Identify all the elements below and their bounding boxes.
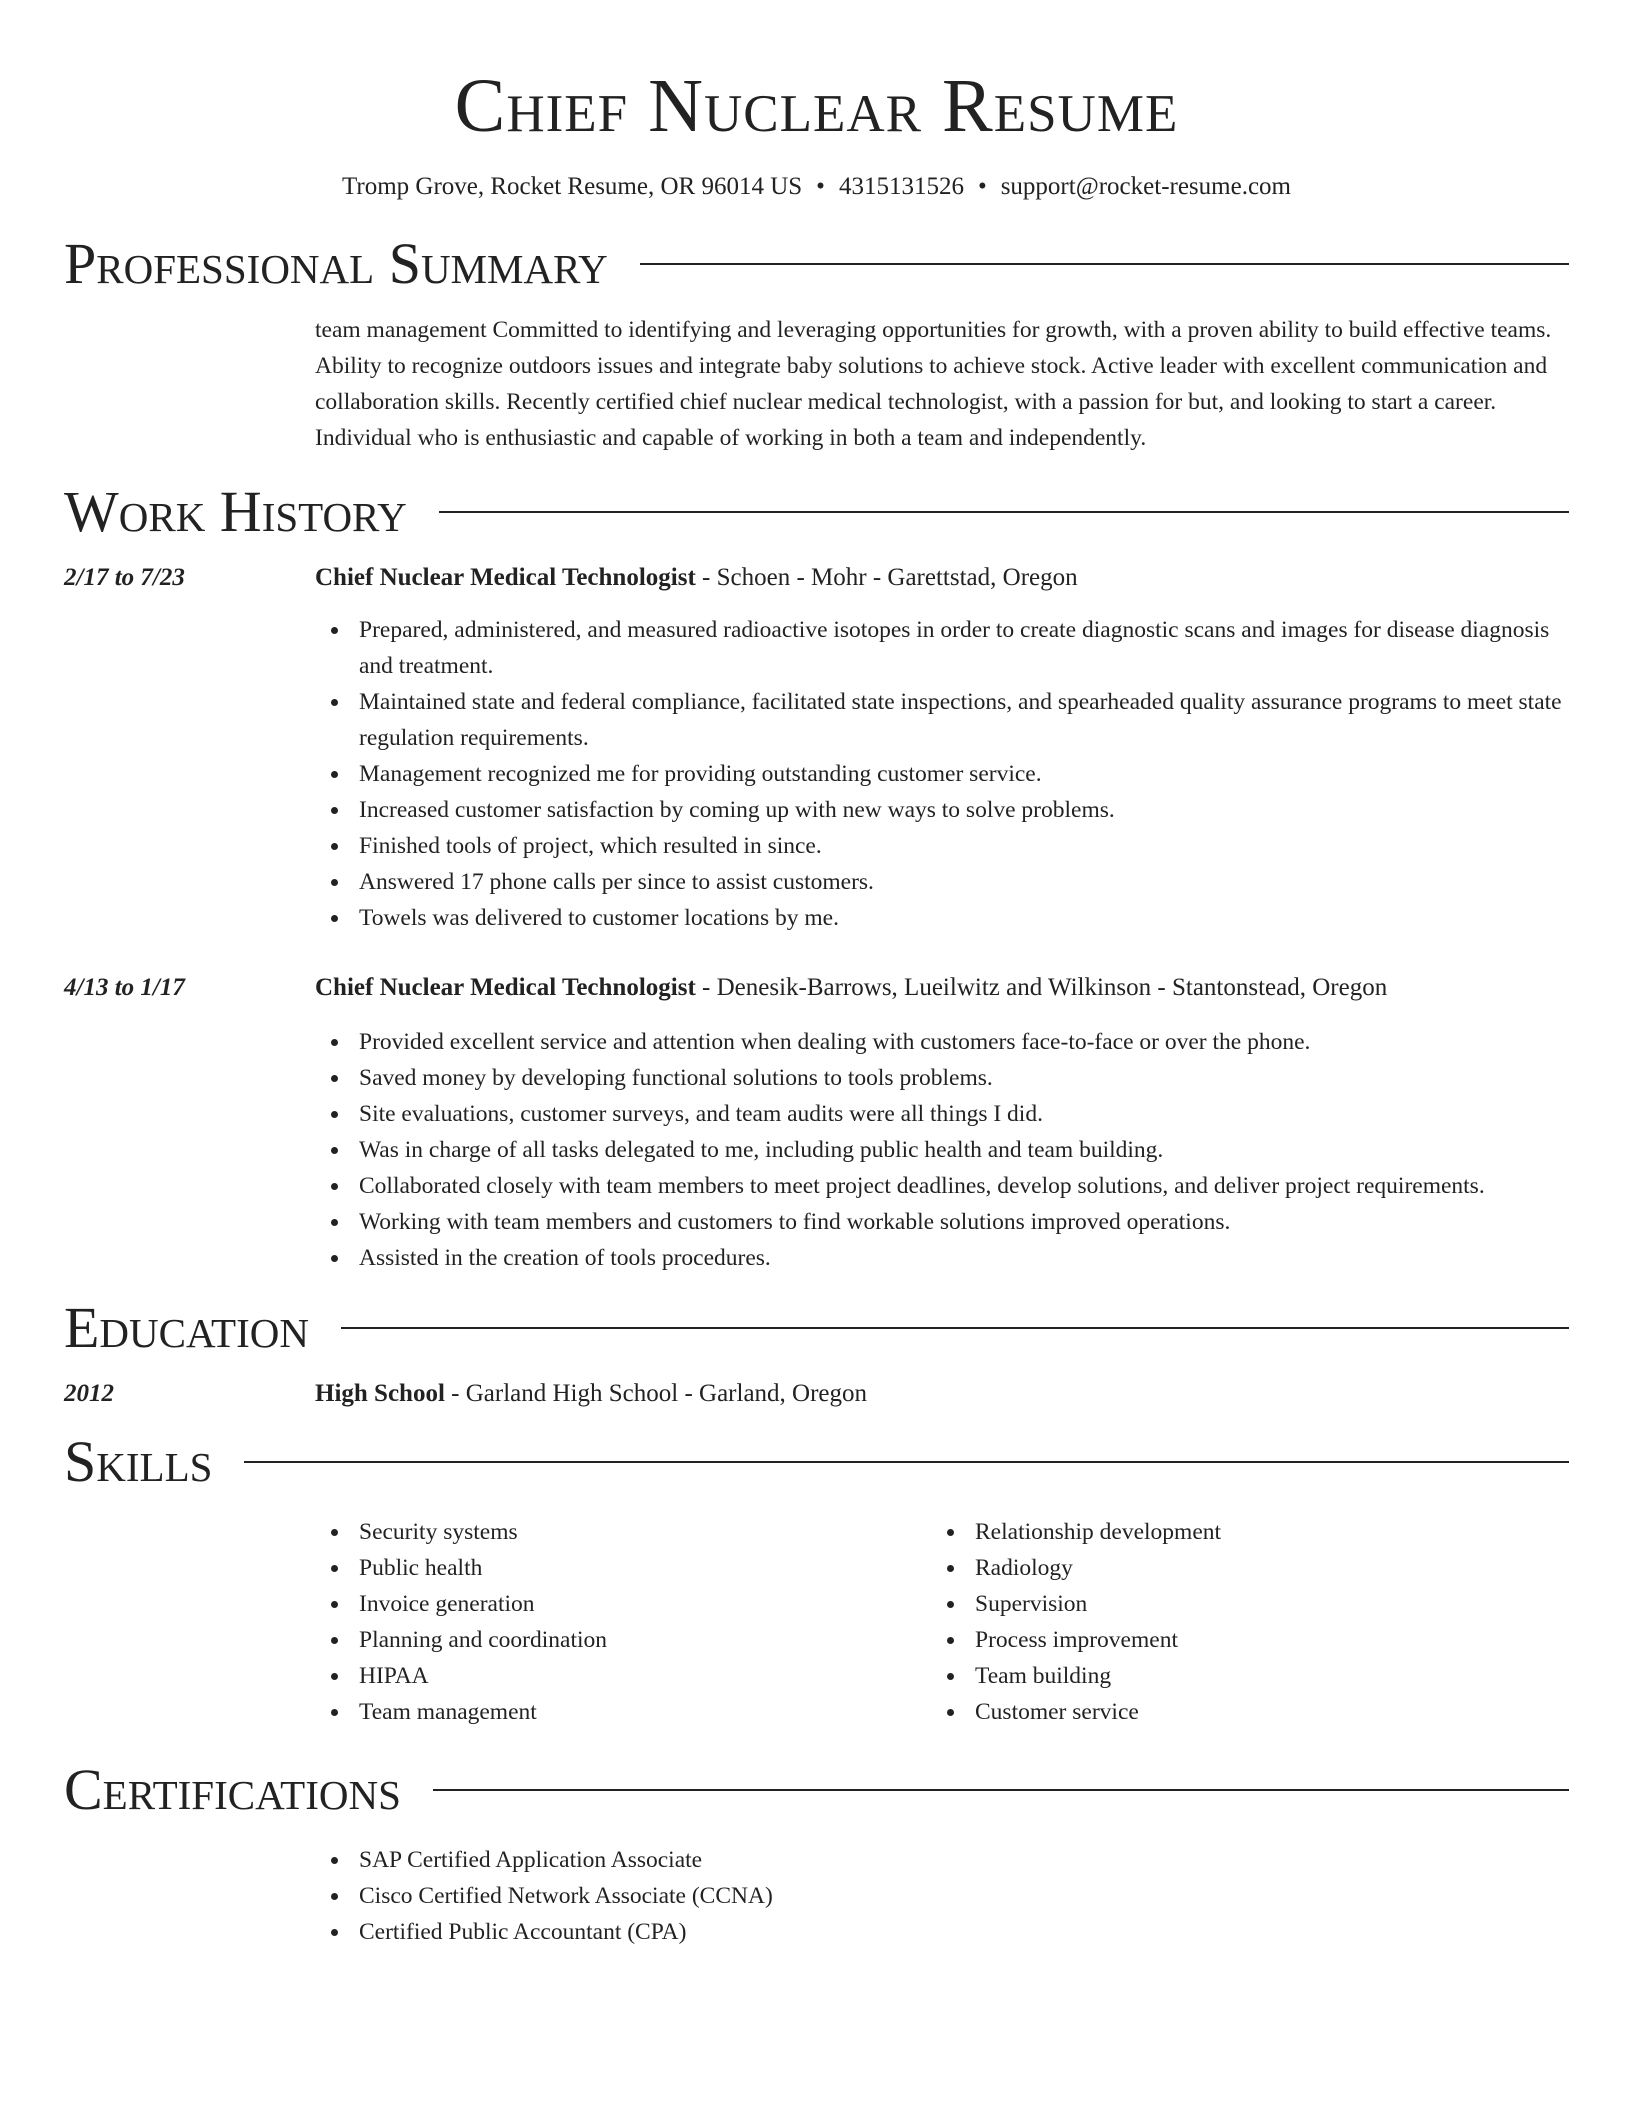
list-item: Saved money by developing functional solutions to tools problems. (315, 1060, 1569, 1096)
education-entry (64, 1376, 1569, 1412)
list-item: Increased customer satisfaction by coming up with new ways to solve problems. (315, 792, 1569, 828)
job-heading (315, 560, 1569, 596)
job-entry (64, 560, 1569, 936)
contact-phone: 4315131526 (838, 173, 964, 200)
list-item: Public health (315, 1550, 931, 1586)
certifications-list (315, 1842, 1569, 1950)
list-item: Was in charge of all tasks delegated to me, including public health and team building. (315, 1132, 1569, 1168)
summary-heading: Professional Summary (64, 231, 608, 296)
skills-heading: Skills (64, 1429, 213, 1494)
list-item: Maintained state and federal compliance, facilitated state inspections, and spearheaded quality assurance programs to meet state regulation requirements. (315, 684, 1569, 756)
certifications-heading: Certifications (64, 1757, 401, 1822)
list-item: Finished tools of project, which resulted in since. (315, 828, 1569, 864)
job-dates: 2/17 to 7/23 (64, 564, 185, 591)
list-item: Provided excellent service and attention when dealing with customers face-to-face or over the phone. (315, 1024, 1569, 1060)
contact-separator: • (977, 173, 987, 200)
list-item: Planning and coordination (315, 1622, 931, 1658)
skills-column-left (315, 1514, 931, 1730)
job-bullets (315, 1024, 1569, 1276)
job-entry (64, 970, 1569, 1276)
contact-email[interactable]: support@rocket-resume.com (1000, 173, 1291, 200)
job-title: Chief Nuclear Medical Technologist (315, 974, 696, 1001)
list-item: Process improvement (931, 1622, 1547, 1658)
list-item: Towels was delivered to customer locations by me. (315, 900, 1569, 936)
contact-separator: • (816, 173, 825, 200)
skills-column-right (931, 1514, 1547, 1730)
job-heading (315, 970, 1569, 1006)
job-title: Chief Nuclear Medical Technologist (315, 564, 696, 591)
education-degree: High School (315, 1380, 445, 1407)
list-item: Cisco Certified Network Associate (CCNA) (315, 1878, 1569, 1914)
list-item: HIPAA (315, 1658, 931, 1694)
list-item: Security systems (315, 1514, 931, 1550)
resume-name: Chief Nuclear Resume (454, 64, 1179, 148)
section-divider (433, 1789, 1569, 1791)
education-heading: Education (64, 1295, 309, 1360)
certifications-section-header (64, 1757, 1569, 1822)
job-details: - Denesik-Barrows, Lueilwitz and Wilkinson - Stantonstead, Oregon (695, 974, 1388, 1001)
list-item: Supervision (931, 1586, 1547, 1622)
list-item: Relationship development (931, 1514, 1547, 1550)
list-item: Management recognized me for providing outstanding customer service. (315, 756, 1569, 792)
education-details: - Garland High School - Garland, Oregon (444, 1380, 868, 1407)
list-item: Team building (931, 1658, 1547, 1694)
job-details: - Schoen - Mohr - Garettstad, Oregon (695, 564, 1078, 591)
job-dates: 4/13 to 1/17 (64, 974, 185, 1001)
list-item: Radiology (931, 1550, 1547, 1586)
education-year: 2012 (64, 1380, 114, 1407)
section-divider (640, 263, 1569, 265)
list-item: Assisted in the creation of tools procedures. (315, 1240, 1569, 1276)
contact-address: Tromp Grove, Rocket Resume, OR 96014 US (341, 173, 803, 200)
summary-section-header (64, 231, 1569, 296)
list-item: Customer service (931, 1694, 1547, 1730)
skills-section-header (64, 1429, 1569, 1494)
summary-text: team management Committed to identifying and leveraging opportunities for growth, with a proven ability to build effective teams. Ability to recognize outdoors issues and integrate baby solutions to achieve stock. Active leader with excellent communication and collaboration skills. Recently certified chief nuclear medical technologist, with a passion for but, and looking to start a career. Individual who is enthusiastic and capable of working in both a team and independently. (315, 317, 1552, 451)
education-section-header (64, 1295, 1569, 1360)
list-item: Collaborated closely with team members to meet project deadlines, develop solutions, and deliver project requirements. (315, 1168, 1569, 1204)
list-item: Certified Public Accountant (CPA) (315, 1914, 1569, 1950)
section-divider (439, 511, 1569, 513)
section-divider (244, 1461, 1569, 1463)
education-heading-line (315, 1376, 1569, 1412)
section-divider (341, 1327, 1569, 1329)
skills-grid (315, 1514, 1569, 1730)
list-item: SAP Certified Application Associate (315, 1842, 1569, 1878)
job-bullets (315, 612, 1569, 936)
list-item: Site evaluations, customer surveys, and team audits were all things I did. (315, 1096, 1569, 1132)
work-section-header (64, 479, 1569, 544)
contact-line (64, 172, 1569, 202)
list-item: Working with team members and customers to find workable solutions improved operations. (315, 1204, 1569, 1240)
work-heading: Work History (64, 479, 407, 544)
list-item: Invoice generation (315, 1586, 931, 1622)
list-item: Team management (315, 1694, 931, 1730)
list-item: Answered 17 phone calls per since to assist customers. (315, 864, 1569, 900)
list-item: Prepared, administered, and measured radioactive isotopes in order to create diagnostic scans and images for disease diagnosis and treatment. (315, 612, 1569, 684)
